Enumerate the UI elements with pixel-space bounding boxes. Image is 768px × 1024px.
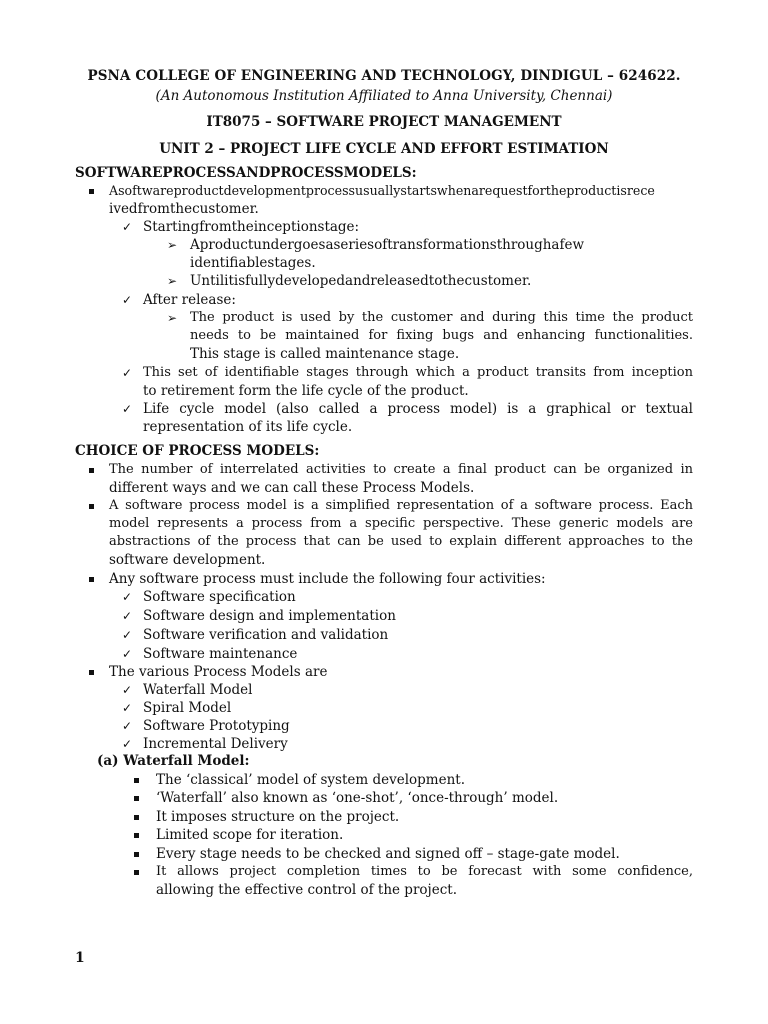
waterfall-point-cont: allowing the effective control of the project. bbox=[156, 882, 457, 898]
arrowhead-icon: ➢ bbox=[167, 311, 178, 325]
college-title: PSNA COLLEGE OF ENGINEERING AND TECHNOLOGY, DINDIGUL – 624622. bbox=[87, 68, 681, 84]
check-mark-icon: ✓ bbox=[122, 647, 133, 661]
square-bullet-icon bbox=[89, 670, 94, 675]
waterfall-point: It allows project completion times to be forecast with some confidence, bbox=[156, 864, 693, 879]
check-item-cont: to retirement form the life cycle of the product. bbox=[143, 383, 469, 399]
bullet-text: The number of interrelated activities to create a final product can be organized in bbox=[109, 462, 693, 477]
check-mark-icon: ✓ bbox=[122, 719, 133, 733]
affiliation-subtitle: (An Autonomous Institution Affiliated to Anna University, Chennai) bbox=[155, 88, 613, 104]
check-item: Life cycle model (also called a process model) is a graphical or textual bbox=[143, 401, 693, 417]
page-number: 1 bbox=[75, 950, 85, 966]
arrow-item-cont: This stage is called maintenance stage. bbox=[190, 346, 460, 362]
arrow-item: Untilitisfullydevelopedandreleasedtothecustomer. bbox=[190, 273, 532, 289]
arrowhead-icon: ➢ bbox=[167, 274, 178, 288]
check-mark-icon: ✓ bbox=[122, 293, 133, 307]
arrow-item-cont: identifiablestages. bbox=[190, 255, 316, 271]
waterfall-point: The ‘classical’ model of system development. bbox=[156, 772, 465, 788]
activity-item: Software specification bbox=[143, 589, 296, 605]
bullet-text-cont: software development. bbox=[109, 552, 266, 568]
check-mark-icon: ✓ bbox=[122, 609, 133, 623]
check-mark-icon: ✓ bbox=[122, 628, 133, 642]
check-mark-icon: ✓ bbox=[122, 701, 133, 715]
check-item: Startingfromtheinceptionstage: bbox=[143, 219, 360, 235]
check-mark-icon: ✓ bbox=[122, 402, 133, 416]
check-item: After release: bbox=[143, 292, 236, 308]
waterfall-point: It imposes structure on the project. bbox=[156, 809, 400, 825]
bullet-text-cont: model represents a process from a specific perspective. These generic models are bbox=[109, 516, 693, 531]
waterfall-point: Limited scope for iteration. bbox=[156, 827, 344, 843]
bullet-text: Asoftwareproductdevelopmentprocessusuallystartswhenarequestfortheproductisrece bbox=[109, 183, 655, 198]
check-mark-icon: ✓ bbox=[122, 590, 133, 604]
subsection-heading-waterfall: (a) Waterfall Model: bbox=[97, 753, 250, 769]
section-heading-choice-of-models: CHOICE OF PROCESS MODELS: bbox=[75, 443, 320, 459]
bullet-text: The various Process Models are bbox=[109, 664, 328, 680]
waterfall-point: ‘Waterfall’ also known as ‘one-shot’, ‘once-through’ model. bbox=[156, 790, 559, 806]
activity-item: Software verification and validation bbox=[143, 627, 389, 643]
unit-title: UNIT 2 – PROJECT LIFE CYCLE AND EFFORT ESTIMATION bbox=[159, 141, 609, 157]
model-item: Software Prototyping bbox=[143, 718, 290, 734]
square-bullet-icon bbox=[89, 468, 94, 473]
square-bullet-icon bbox=[134, 852, 139, 857]
model-item: Spiral Model bbox=[143, 700, 232, 716]
activity-item: Software maintenance bbox=[143, 646, 298, 662]
model-item: Waterfall Model bbox=[143, 682, 253, 698]
course-title: IT8075 – SOFTWARE PROJECT MANAGEMENT bbox=[206, 114, 562, 130]
square-bullet-icon bbox=[89, 504, 94, 509]
square-bullet-icon bbox=[134, 815, 139, 820]
waterfall-point: Every stage needs to be checked and signed off – stage-gate model. bbox=[156, 846, 620, 862]
check-item-cont: representation of its life cycle. bbox=[143, 419, 353, 435]
check-mark-icon: ✓ bbox=[122, 366, 133, 380]
section-heading-process-models: SOFTWAREPROCESSANDPROCESSMODELS: bbox=[75, 165, 417, 181]
bullet-text: A software process model is a simplified representation of a software process. Each bbox=[109, 498, 693, 513]
square-bullet-icon bbox=[89, 577, 94, 582]
square-bullet-icon bbox=[134, 778, 139, 783]
square-bullet-icon bbox=[134, 870, 139, 875]
arrow-item-cont: needs to be maintained for fixing bugs and enhancing functionalities. bbox=[190, 328, 693, 343]
square-bullet-icon bbox=[134, 833, 139, 838]
check-mark-icon: ✓ bbox=[122, 220, 133, 234]
activity-item: Software design and implementation bbox=[143, 608, 396, 624]
square-bullet-icon bbox=[89, 189, 94, 194]
bullet-text-cont: ivedfromthecustomer. bbox=[109, 201, 259, 217]
square-bullet-icon bbox=[134, 796, 139, 801]
bullet-text-cont: different ways and we can call these Process Models. bbox=[109, 480, 475, 496]
arrowhead-icon: ➢ bbox=[167, 238, 178, 252]
bullet-text-cont: abstractions of the process that can be used to explain different approaches to the bbox=[109, 534, 693, 549]
arrow-item: Aproductundergoesaseriesoftransformationsthroughafew bbox=[190, 237, 585, 253]
check-item: This set of identifiable stages through which a product transits from inception bbox=[143, 365, 693, 380]
check-mark-icon: ✓ bbox=[122, 737, 133, 751]
check-mark-icon: ✓ bbox=[122, 683, 133, 697]
arrow-item: The product is used by the customer and during this time the product bbox=[190, 310, 693, 325]
model-item: Incremental Delivery bbox=[143, 736, 288, 752]
bullet-text: Any software process must include the following four activities: bbox=[109, 571, 546, 587]
